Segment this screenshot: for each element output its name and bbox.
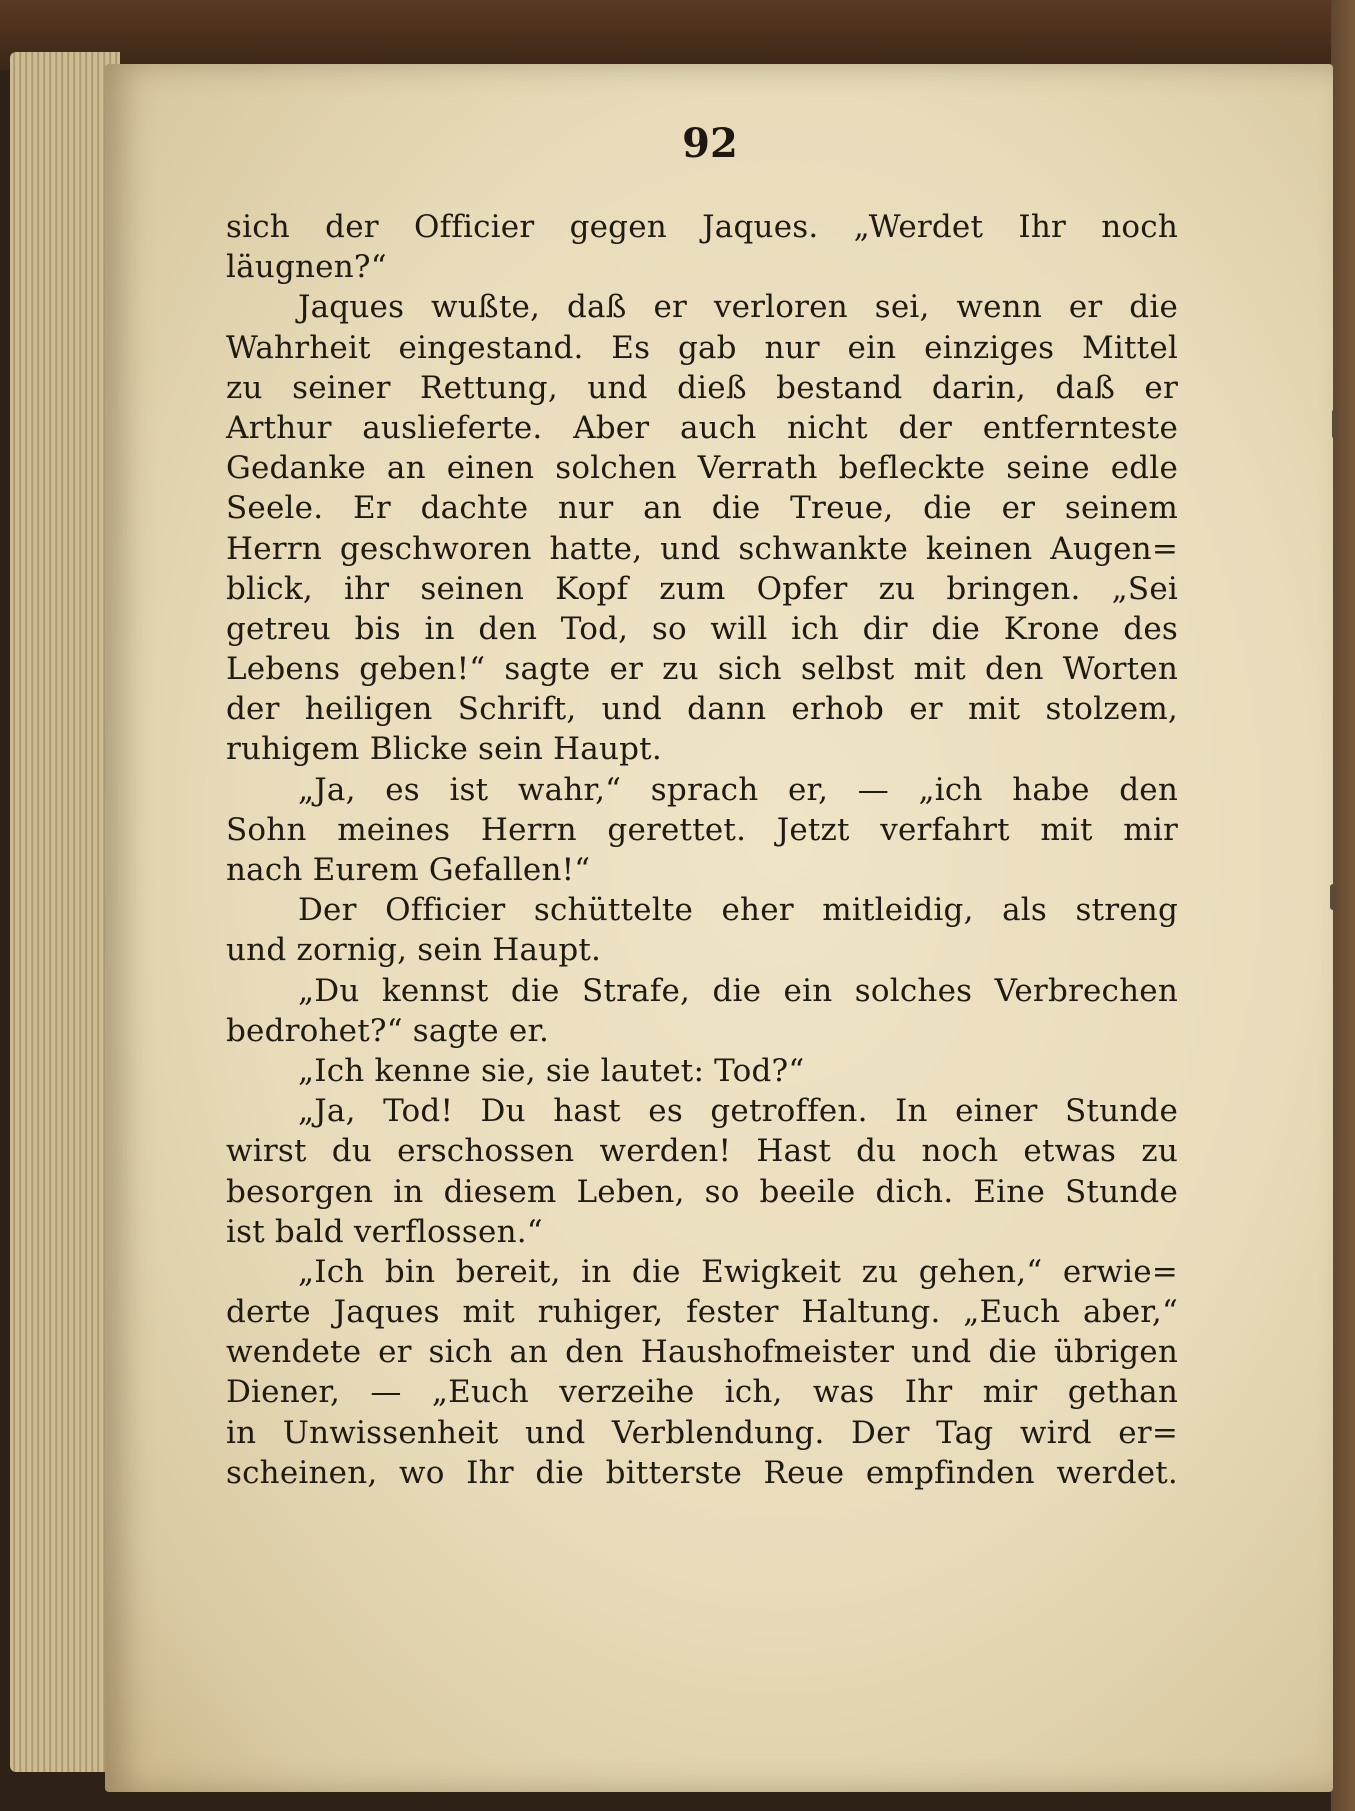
text-line: nach Eurem Gefallen!“ bbox=[226, 852, 591, 888]
text-line: getreu bis in den Tod, so will ich dir die Krone des bbox=[226, 610, 1178, 647]
text-line: Wahrheit eingestand. Es gab nur ein einziges Mittel bbox=[226, 329, 1178, 366]
text-line: „Ja, es ist wahr,“ sprach er, — „ich habe den bbox=[298, 771, 1178, 808]
text-line: in Unwissenheit und Verblendung. Der Tag wird er= bbox=[226, 1414, 1178, 1451]
text-line: der heiligen Schrift, und dann erhob er mit stolzem, bbox=[226, 691, 1178, 728]
text-line: sich der Officier gegen Jaques. „Werdet Ihr noch bbox=[226, 209, 1178, 245]
text-line: wirst du erschossen werden! Hast du noch etwas zu bbox=[226, 1133, 1178, 1170]
text-line: „Du kennst die Strafe, die ein solches Verbrechen bbox=[298, 972, 1178, 1009]
text-line: Sohn meines Herrn gerettet. Jetzt verfahrt mit mir bbox=[226, 811, 1178, 848]
text-line: scheinen, wo Ihr die bitterste Reue empfinden werdet. bbox=[226, 1454, 1178, 1491]
page-number: 92 bbox=[682, 120, 738, 167]
text-line: ist bald verflossen.“ bbox=[226, 1213, 543, 1250]
book-cover-top-edge bbox=[0, 0, 1355, 70]
text-line: ruhigem Blicke sein Haupt. bbox=[226, 731, 662, 768]
edge-mark bbox=[1330, 884, 1336, 910]
text-line: Seele. Er dachte nur an die Treue, die er seinem bbox=[226, 490, 1178, 527]
text-line: zu seiner Rettung, und dieß bestand darin, daß er bbox=[226, 369, 1178, 406]
text-line: Lebens geben!“ sagte er zu sich selbst mit den Worten bbox=[226, 651, 1178, 688]
text-line: blick, ihr seinen Kopf zum Opfer zu bringen. „Sei bbox=[226, 570, 1178, 607]
text-line: Diener, — „Euch verzeihe ich, was Ihr mir gethan bbox=[226, 1374, 1178, 1411]
text-line: bedrohet?“ sagte er. bbox=[226, 1012, 550, 1049]
text-line: Herrn geschworen hatte, und schwankte keinen Augen= bbox=[226, 530, 1178, 567]
text-line: „Ich bin bereit, in die Ewigkeit zu gehen,“ erwie= bbox=[298, 1253, 1178, 1290]
text-line: läugnen?“ bbox=[226, 249, 387, 286]
page-stack-edges bbox=[10, 52, 120, 1772]
page-text-block bbox=[226, 207, 1178, 1493]
text-line: besorgen in diesem Leben, so beeile dich. Eine Stunde bbox=[226, 1173, 1178, 1210]
text-line: Jaques wußte, daß er verloren sei, wenn er die bbox=[298, 289, 1178, 326]
text-line: und zornig, sein Haupt. bbox=[226, 932, 602, 969]
text-line: wendete er sich an den Haushofmeister und die übrigen bbox=[226, 1334, 1178, 1371]
text-line: „Ich kenne sie, sie lautet: Tod?“ bbox=[298, 1052, 805, 1089]
text-line: derte Jaques mit ruhiger, fester Haltung. „Euch aber,“ bbox=[226, 1294, 1178, 1331]
text-line: Arthur auslieferte. Aber auch nicht der entfernteste bbox=[226, 409, 1178, 446]
text-line: Gedanke an einen solchen Verrath befleckte seine edle bbox=[226, 450, 1178, 487]
text-line: Der Officier schüttelte eher mitleidig, als streng bbox=[298, 892, 1178, 929]
edge-mark bbox=[1332, 409, 1338, 439]
text-line: „Ja, Tod! Du hast es getroffen. In einer Stunde bbox=[298, 1093, 1178, 1130]
